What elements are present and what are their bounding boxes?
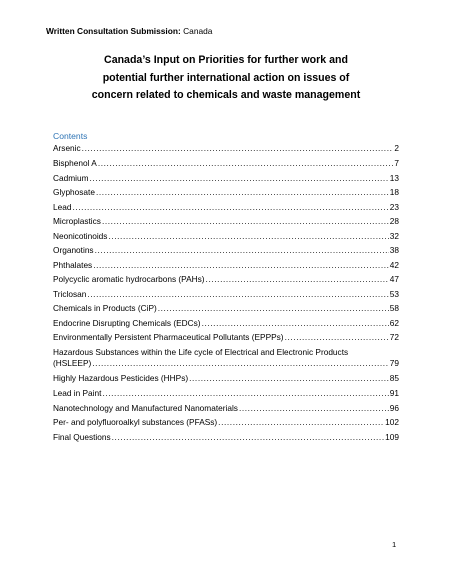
- toc-entry-title: Neonicotinoids: [53, 230, 108, 241]
- toc-dot-leader: [98, 158, 394, 169]
- toc-entry-row: [53, 274, 399, 285]
- toc-dot-leader: [72, 202, 388, 213]
- toc-entry-title: Environmentally Persistent Pharmaceutical Pollutants (EPPPs): [53, 332, 284, 342]
- toc-entry-page: 7: [394, 158, 399, 168]
- toc-entry[interactable]: [53, 332, 399, 343]
- toc-entry-row: [53, 417, 399, 428]
- toc-entry-row: [53, 303, 399, 314]
- toc-entry[interactable]: [53, 143, 399, 154]
- toc-entry[interactable]: [53, 158, 399, 169]
- toc-entry-title: Polycyclic aromatic hydrocarbons (PAHs): [53, 274, 205, 284]
- toc-entry[interactable]: [53, 260, 399, 271]
- toc-entry-row: [53, 143, 399, 154]
- toc-entry-page: 72: [389, 332, 399, 342]
- toc-entry-page: 96: [389, 402, 399, 413]
- toc-entry[interactable]: [53, 373, 399, 384]
- toc-entry-row: [53, 202, 399, 213]
- title-line-1: Canada’s Input on Priorities for further work and: [104, 54, 348, 66]
- toc-entry-row: [53, 289, 399, 300]
- toc-entry-page: 109: [385, 431, 399, 442]
- toc-entry-page: 47: [389, 274, 399, 284]
- toc-dot-leader: [218, 417, 384, 428]
- toc-dot-leader: [102, 216, 389, 227]
- toc-entry-row: [53, 403, 399, 414]
- toc-entry-row: [53, 373, 399, 384]
- toc-entry-page: 42: [389, 259, 399, 270]
- toc-entry-row: [53, 187, 399, 198]
- toc-dot-leader: [92, 358, 388, 369]
- toc-entry-page: 18: [389, 187, 399, 197]
- toc-entry-title: Endocrine Disrupting Chemicals (EDCs): [53, 317, 201, 328]
- toc-entry-page: 102: [385, 417, 399, 427]
- toc-entry[interactable]: [53, 318, 399, 329]
- toc-dot-leader: [90, 173, 389, 184]
- contents-heading: Contents: [53, 131, 88, 141]
- toc-dot-leader: [102, 388, 388, 399]
- toc-entry[interactable]: [53, 202, 399, 213]
- toc-entry[interactable]: [53, 289, 399, 300]
- title-line-3: concern related to chemicals and waste management: [91, 89, 361, 101]
- toc-dot-leader: [96, 187, 389, 198]
- title-line-2: potential further international action on issues of: [102, 71, 350, 84]
- toc-dot-leader: [108, 231, 388, 242]
- document-header: [46, 26, 212, 36]
- toc-dot-leader: [95, 245, 389, 256]
- toc-entry[interactable]: [53, 347, 399, 368]
- toc-entry-row: [53, 216, 399, 227]
- toc-entry-title: (HSLEEP): [53, 357, 92, 368]
- toc-entry-page: 38: [389, 245, 399, 255]
- document-title: [40, 52, 412, 105]
- toc-entry-row: [53, 332, 399, 343]
- toc-entry[interactable]: [53, 417, 399, 428]
- toc-entry-title: Organotins: [53, 245, 94, 255]
- toc-entry-row: [53, 318, 399, 329]
- toc-entry[interactable]: [53, 231, 399, 242]
- toc-dot-leader: [93, 260, 389, 271]
- toc-dot-leader: [202, 318, 389, 329]
- toc-entry-page: 62: [389, 317, 399, 328]
- toc-dot-leader: [112, 432, 385, 443]
- toc-entry-title: Glyphosate: [53, 187, 95, 197]
- toc-entry-title: Cadmium: [53, 172, 89, 183]
- toc-entry[interactable]: [53, 274, 399, 285]
- toc-entry-title: Lead in Paint: [53, 388, 102, 398]
- toc-entry-title: Per- and polyfluoroalkyl substances (PFASs): [53, 417, 218, 427]
- toc-entry-title: Final Questions: [53, 431, 111, 442]
- toc-entry-row: [53, 158, 399, 169]
- toc-entry-page: 58: [389, 303, 399, 313]
- toc-entry-page: 32: [389, 230, 399, 241]
- toc-dot-leader: [82, 143, 394, 154]
- toc-entry-title: Lead: [53, 201, 72, 212]
- header-country: Canada: [183, 26, 213, 36]
- toc-entry[interactable]: [53, 432, 399, 443]
- toc-entry-row: [53, 173, 399, 184]
- toc-dot-leader: [239, 403, 389, 414]
- toc-entry-row: [53, 245, 399, 256]
- toc-entry-page: 23: [389, 201, 399, 212]
- toc-dot-leader: [285, 332, 389, 343]
- toc-entry-page: 13: [389, 172, 399, 183]
- toc-dot-leader: [87, 289, 388, 300]
- toc-entry[interactable]: [53, 187, 399, 198]
- toc-entry-page: 28: [389, 216, 399, 226]
- toc-entry-page: 2: [394, 143, 399, 153]
- toc-entry[interactable]: [53, 403, 399, 414]
- toc-entry-title: Nanotechnology and Manufactured Nanomaterials: [53, 402, 238, 413]
- toc-entry-title-line1: Hazardous Substances within the Life cycle of Electrical and Electronic Products: [53, 347, 349, 357]
- header-label: Written Consultation Submission:: [46, 26, 181, 36]
- toc-entry[interactable]: [53, 388, 399, 399]
- toc-entry-row: [53, 358, 399, 369]
- toc-entry-title: Bisphenol A: [53, 158, 97, 168]
- toc-entry-title: Microplastics: [53, 216, 101, 226]
- toc-dot-leader: [189, 373, 389, 384]
- toc-dot-leader: [206, 274, 389, 285]
- toc-entry[interactable]: [53, 303, 399, 314]
- toc-entry-title: Highly Hazardous Pesticides (HHPs): [53, 373, 189, 383]
- toc-entry-row: [53, 432, 399, 443]
- toc-entry-title: Chemicals in Products (CiP): [53, 303, 157, 313]
- toc-dot-leader: [158, 303, 389, 314]
- toc-entry-title: Triclosan: [53, 288, 87, 299]
- toc-entry-title: Phthalates: [53, 259, 93, 270]
- toc-entry[interactable]: [53, 173, 399, 184]
- toc-entry-row: [53, 388, 399, 399]
- toc-entry-page: 53: [389, 288, 399, 299]
- toc-entry-page: 91: [389, 388, 399, 398]
- toc-entry[interactable]: [53, 245, 399, 256]
- toc-entry-row: [53, 260, 399, 271]
- page-number: 1: [392, 540, 397, 549]
- toc-entry-row: [53, 231, 399, 242]
- toc-entry-title: Arsenic: [53, 143, 81, 153]
- toc-entry-page: 85: [389, 373, 399, 383]
- toc-entry-page: 79: [389, 357, 399, 368]
- toc-entry[interactable]: [53, 216, 399, 227]
